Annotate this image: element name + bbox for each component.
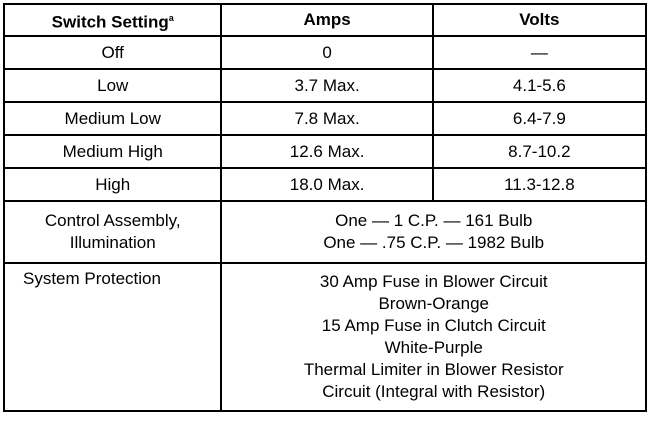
protection-line: Brown-Orange (378, 294, 489, 313)
bulb-line: One — 1 C.P. — 161 Bulb (335, 211, 533, 230)
volts-cell: 6.4-7.9 (433, 102, 646, 135)
header-amps: Amps (221, 4, 432, 36)
control-assembly-label-line2: Illumination (69, 233, 156, 252)
control-assembly-label-line1: Control Assembly, (44, 211, 181, 230)
setting-cell: Medium Low (4, 102, 221, 135)
blower-spec-table (3, 3, 647, 412)
table-row (4, 36, 646, 69)
header-switch-setting: Switch Setting$^a$ (4, 4, 221, 36)
amps-cell: 3.7 Max. (221, 69, 432, 102)
table-row (4, 135, 646, 168)
control-assembly-label (4, 201, 221, 263)
amps-cell: 7.8 Max. (221, 102, 432, 135)
protection-line: 15 Amp Fuse in Clutch Circuit (321, 316, 546, 335)
protection-line: Thermal Limiter in Blower Resistor (303, 360, 564, 379)
system-protection-label: System Protection (4, 263, 221, 411)
footnote-marker: a (168, 12, 174, 23)
setting-cell: Low (4, 69, 221, 102)
table-row (4, 102, 646, 135)
volts-cell: 8.7-10.2 (433, 135, 646, 168)
protection-line: 30 Amp Fuse in Blower Circuit (319, 272, 548, 291)
table-row (4, 168, 646, 201)
system-protection-row (4, 263, 646, 411)
volts-cell: 11.3-12.8 (433, 168, 646, 201)
control-assembly-row (4, 201, 646, 263)
setting-cell: Off (4, 36, 221, 69)
amps-cell: 12.6 Max. (221, 135, 432, 168)
amps-cell: 18.0 Max. (221, 168, 432, 201)
setting-cell: Medium High (4, 135, 221, 168)
setting-cell: High (4, 168, 221, 201)
system-protection-value (221, 263, 646, 411)
volts-cell: 4.1-5.6 (433, 69, 646, 102)
volts-cell: — (433, 36, 646, 69)
protection-line: White-Purple (384, 338, 483, 357)
protection-line: Circuit (Integral with Resistor) (322, 382, 546, 401)
table-row (4, 69, 646, 102)
amps-cell: 0 (221, 36, 432, 69)
header-volts: Volts (433, 4, 646, 36)
control-assembly-value (221, 201, 646, 263)
bulb-line: One — .75 C.P. — 1982 Bulb (323, 233, 545, 252)
header-row (4, 4, 646, 36)
